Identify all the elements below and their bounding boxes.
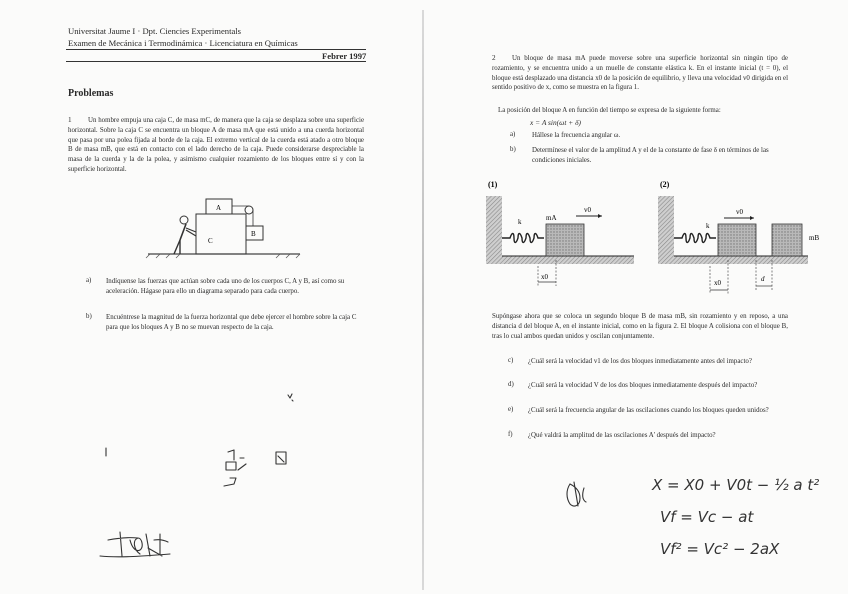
figure2-velocity-label: v0	[736, 208, 743, 216]
problem1-text: Un hombre empuja una caja C, de masa mC, de manera que la caja se desplaza sobre una superficie horizontal. Sobre la caja C se encuentra un bloque A de masa mA que está unido a una cuerda horizontal que pasa por una polea fijada al borde de la caja. El extremo vertical de la cuerda está atado a otro bloque B de masa mB, que está en contacto con el lado derecho de la caja. Puede considerarse despreciable la masa de la cuerda y la de la polea, y asimismo cualquier rozamiento de los bloques entre sí y con la superficie horizontal.	[68, 117, 364, 173]
p2-part-c-label: c)	[508, 357, 514, 364]
p2-part-a-label: a)	[510, 131, 516, 138]
p1-part-a-label: a)	[86, 277, 92, 284]
header-institution: Universitat Jaume I · Dpt. Ciencies Experimentals	[68, 26, 242, 36]
figure1-mass-label: mA	[546, 214, 557, 222]
handwritten-eq-1: X = X0 + V0t − ½ a t²	[652, 476, 820, 494]
header-exam: Examen de Mecánica i Termodinámica · Licenciatura en Químicas	[68, 38, 298, 48]
problem2-formula: x = A sin(ωt + δ)	[530, 118, 581, 127]
handwritten-scribble-right	[424, 0, 848, 594]
problem2-text2: Supóngase ahora que se coloca un segundo bloque B de masa mB, sin rozamiento y en reposo, a una distancia d del bloque A, en el instante inicial, como en la figura 2. El bloque A colisiona con el bloque B, tras lo cual ambos quedan unidos y oscilan conjuntamente.	[492, 313, 788, 340]
box-c-label: C	[208, 237, 213, 245]
right-page	[424, 0, 848, 594]
p2-part-a-text: Hállese la frecuencia angular ω.	[532, 132, 621, 139]
problem1-number: 1	[68, 116, 72, 124]
box-a-label: A	[216, 204, 222, 212]
figure1-velocity-label: v0	[584, 206, 591, 214]
p2-part-d-text: ¿Cuál será la velocidad V de los dos bloques inmediatamente después del impacto?	[528, 382, 758, 389]
section-title: Problemas	[68, 88, 114, 99]
handwritten-eq-3: Vf² = Vc² − 2aX	[660, 540, 780, 558]
header-date: Febrer 1997	[322, 51, 367, 61]
p2-part-e-text: ¿Cuál será la frecuencia angular de las oscilaciones cuando los bloques queden unidos?	[528, 407, 769, 414]
p2-part-f-label: f)	[508, 431, 513, 438]
p1-part-b-text: Encuéntrese la magnitud de la fuerza horizontal que debe ejercer el hombre sobre la caja C para que los bloques A y B no se muevan respecto de la caja.	[106, 314, 357, 331]
p2-part-b-label: b)	[510, 146, 516, 153]
problem2-number: 2	[492, 54, 496, 62]
p2-part-b-text: Determínese el valor de la amplitud A y el de la constante de fase δ en términos de las condiciones iniciales.	[532, 147, 769, 164]
figure2-distance-x-label: x0	[714, 279, 721, 287]
figure1-tag: (1)	[488, 180, 498, 189]
problem2-text: Un bloque de masa mA puede moverse sobre una superficie horizontal sin ningún tipo de rozamiento, y se encuentra unido a un muelle de constante elástica k. En el instante inicial (t = 0), el bloque está desplazado una distancia x0 de la posición de equilibrio, y lleva una velocidad v0 dirigida en el sentido positivo de x, como se muestra en la figura 1.	[492, 55, 788, 92]
figure2-distance-d-label: d	[761, 275, 765, 283]
problem2-position-text: La posición del bloque A en función del tiempo se expresa de la siguiente forma:	[498, 107, 721, 114]
figure2-spring-label: k	[706, 222, 710, 230]
figure2-tag: (2)	[660, 180, 670, 189]
p2-part-f-text: ¿Qué valdrá la amplitud de las oscilaciones A' después del impacto?	[528, 432, 716, 439]
p2-part-c-text: ¿Cuál será la velocidad v1 de los dos bloques inmediatamente antes del impacto?	[528, 358, 752, 365]
p1-part-a-text: Indíquense las fuerzas que actúan sobre cada uno de los cuerpos C, A y B, así como su aceleración. Hágase para ello un diagrama separado para cada cuerpo.	[106, 278, 345, 295]
p2-part-e-label: e)	[508, 406, 514, 413]
box-b-label: B	[251, 230, 256, 238]
p1-part-b-label: b)	[86, 313, 92, 320]
p2-part-d-label: d)	[508, 381, 514, 388]
figure1-distance-label: x0	[541, 273, 548, 281]
figure1-spring-label: k	[518, 218, 522, 226]
figure2-mass-label: mB	[809, 234, 820, 242]
handwritten-eq-2: Vf = Vc − at	[660, 508, 754, 526]
